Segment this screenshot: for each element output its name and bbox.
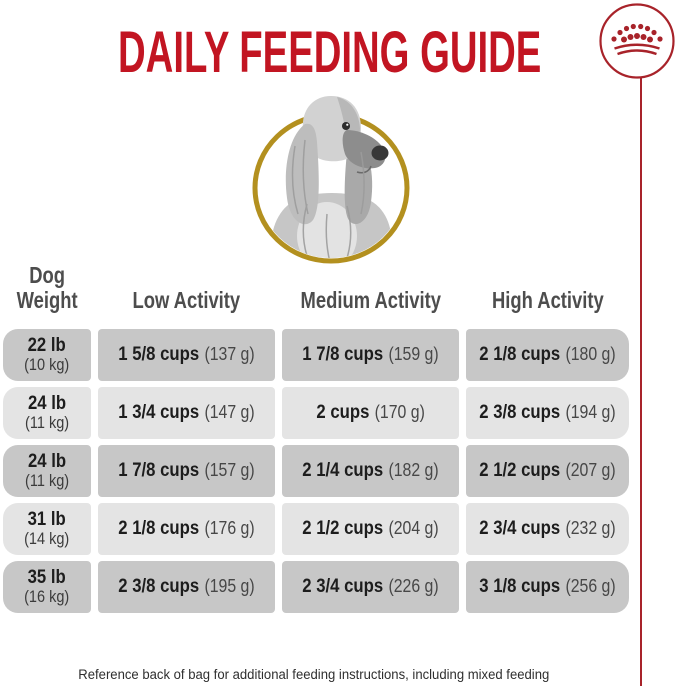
header-high-activity: High Activity bbox=[491, 287, 604, 314]
low-activity-cell: 1 5/8 cups (137 g) bbox=[98, 329, 275, 381]
table-header-row bbox=[3, 256, 623, 316]
low-activity-cell: 2 3/8 cups (195 g) bbox=[98, 561, 275, 613]
weight-cell: 24 lb (11 kg) bbox=[3, 387, 91, 439]
low-activity-cell: 1 3/4 cups (147 g) bbox=[98, 387, 275, 439]
weight-cell: 24 lb (11 kg) bbox=[3, 445, 91, 497]
accent-vertical-line bbox=[640, 77, 642, 686]
low-activity-cell: 2 1/8 cups (176 g) bbox=[98, 503, 275, 555]
high-activity-cell: 2 3/8 cups (194 g) bbox=[466, 387, 629, 439]
header-dog-weight: Dog Weight bbox=[16, 261, 78, 314]
medium-activity-cell: 2 cups (170 g) bbox=[282, 387, 459, 439]
weight-cell: 22 lb (10 kg) bbox=[3, 329, 91, 381]
header-low-activity: Low Activity bbox=[132, 287, 241, 314]
royal-canin-crown-logo bbox=[597, 2, 677, 82]
page-title: DAILY FEEDING GUIDE bbox=[118, 20, 542, 85]
footer-note-wrap bbox=[3, 666, 625, 684]
weight-cell: 31 lb (14 kg) bbox=[3, 503, 91, 555]
medium-activity-cell: 2 3/4 cups (226 g) bbox=[282, 561, 459, 613]
high-activity-cell: 2 3/4 cups (232 g) bbox=[466, 503, 629, 555]
medium-activity-cell: 2 1/4 cups (182 g) bbox=[282, 445, 459, 497]
low-activity-cell: 1 7/8 cups (157 g) bbox=[98, 445, 275, 497]
medium-activity-cell: 1 7/8 cups (159 g) bbox=[282, 329, 459, 381]
weight-cell: 35 lb (16 kg) bbox=[3, 561, 91, 613]
high-activity-cell: 3 1/8 cups (256 g) bbox=[466, 561, 629, 613]
footer-note: Reference back of bag for additional feeding instructions, including mixed feeding bbox=[78, 667, 550, 682]
feeding-table bbox=[3, 329, 623, 613]
medium-activity-cell: 2 1/2 cups (204 g) bbox=[282, 503, 459, 555]
high-activity-cell: 2 1/8 cups (180 g) bbox=[466, 329, 629, 381]
header-medium-activity: Medium Activity bbox=[300, 287, 441, 314]
cocker-spaniel-image bbox=[242, 86, 420, 272]
title-wrap bbox=[0, 20, 660, 85]
high-activity-cell: 2 1/2 cups (207 g) bbox=[466, 445, 629, 497]
